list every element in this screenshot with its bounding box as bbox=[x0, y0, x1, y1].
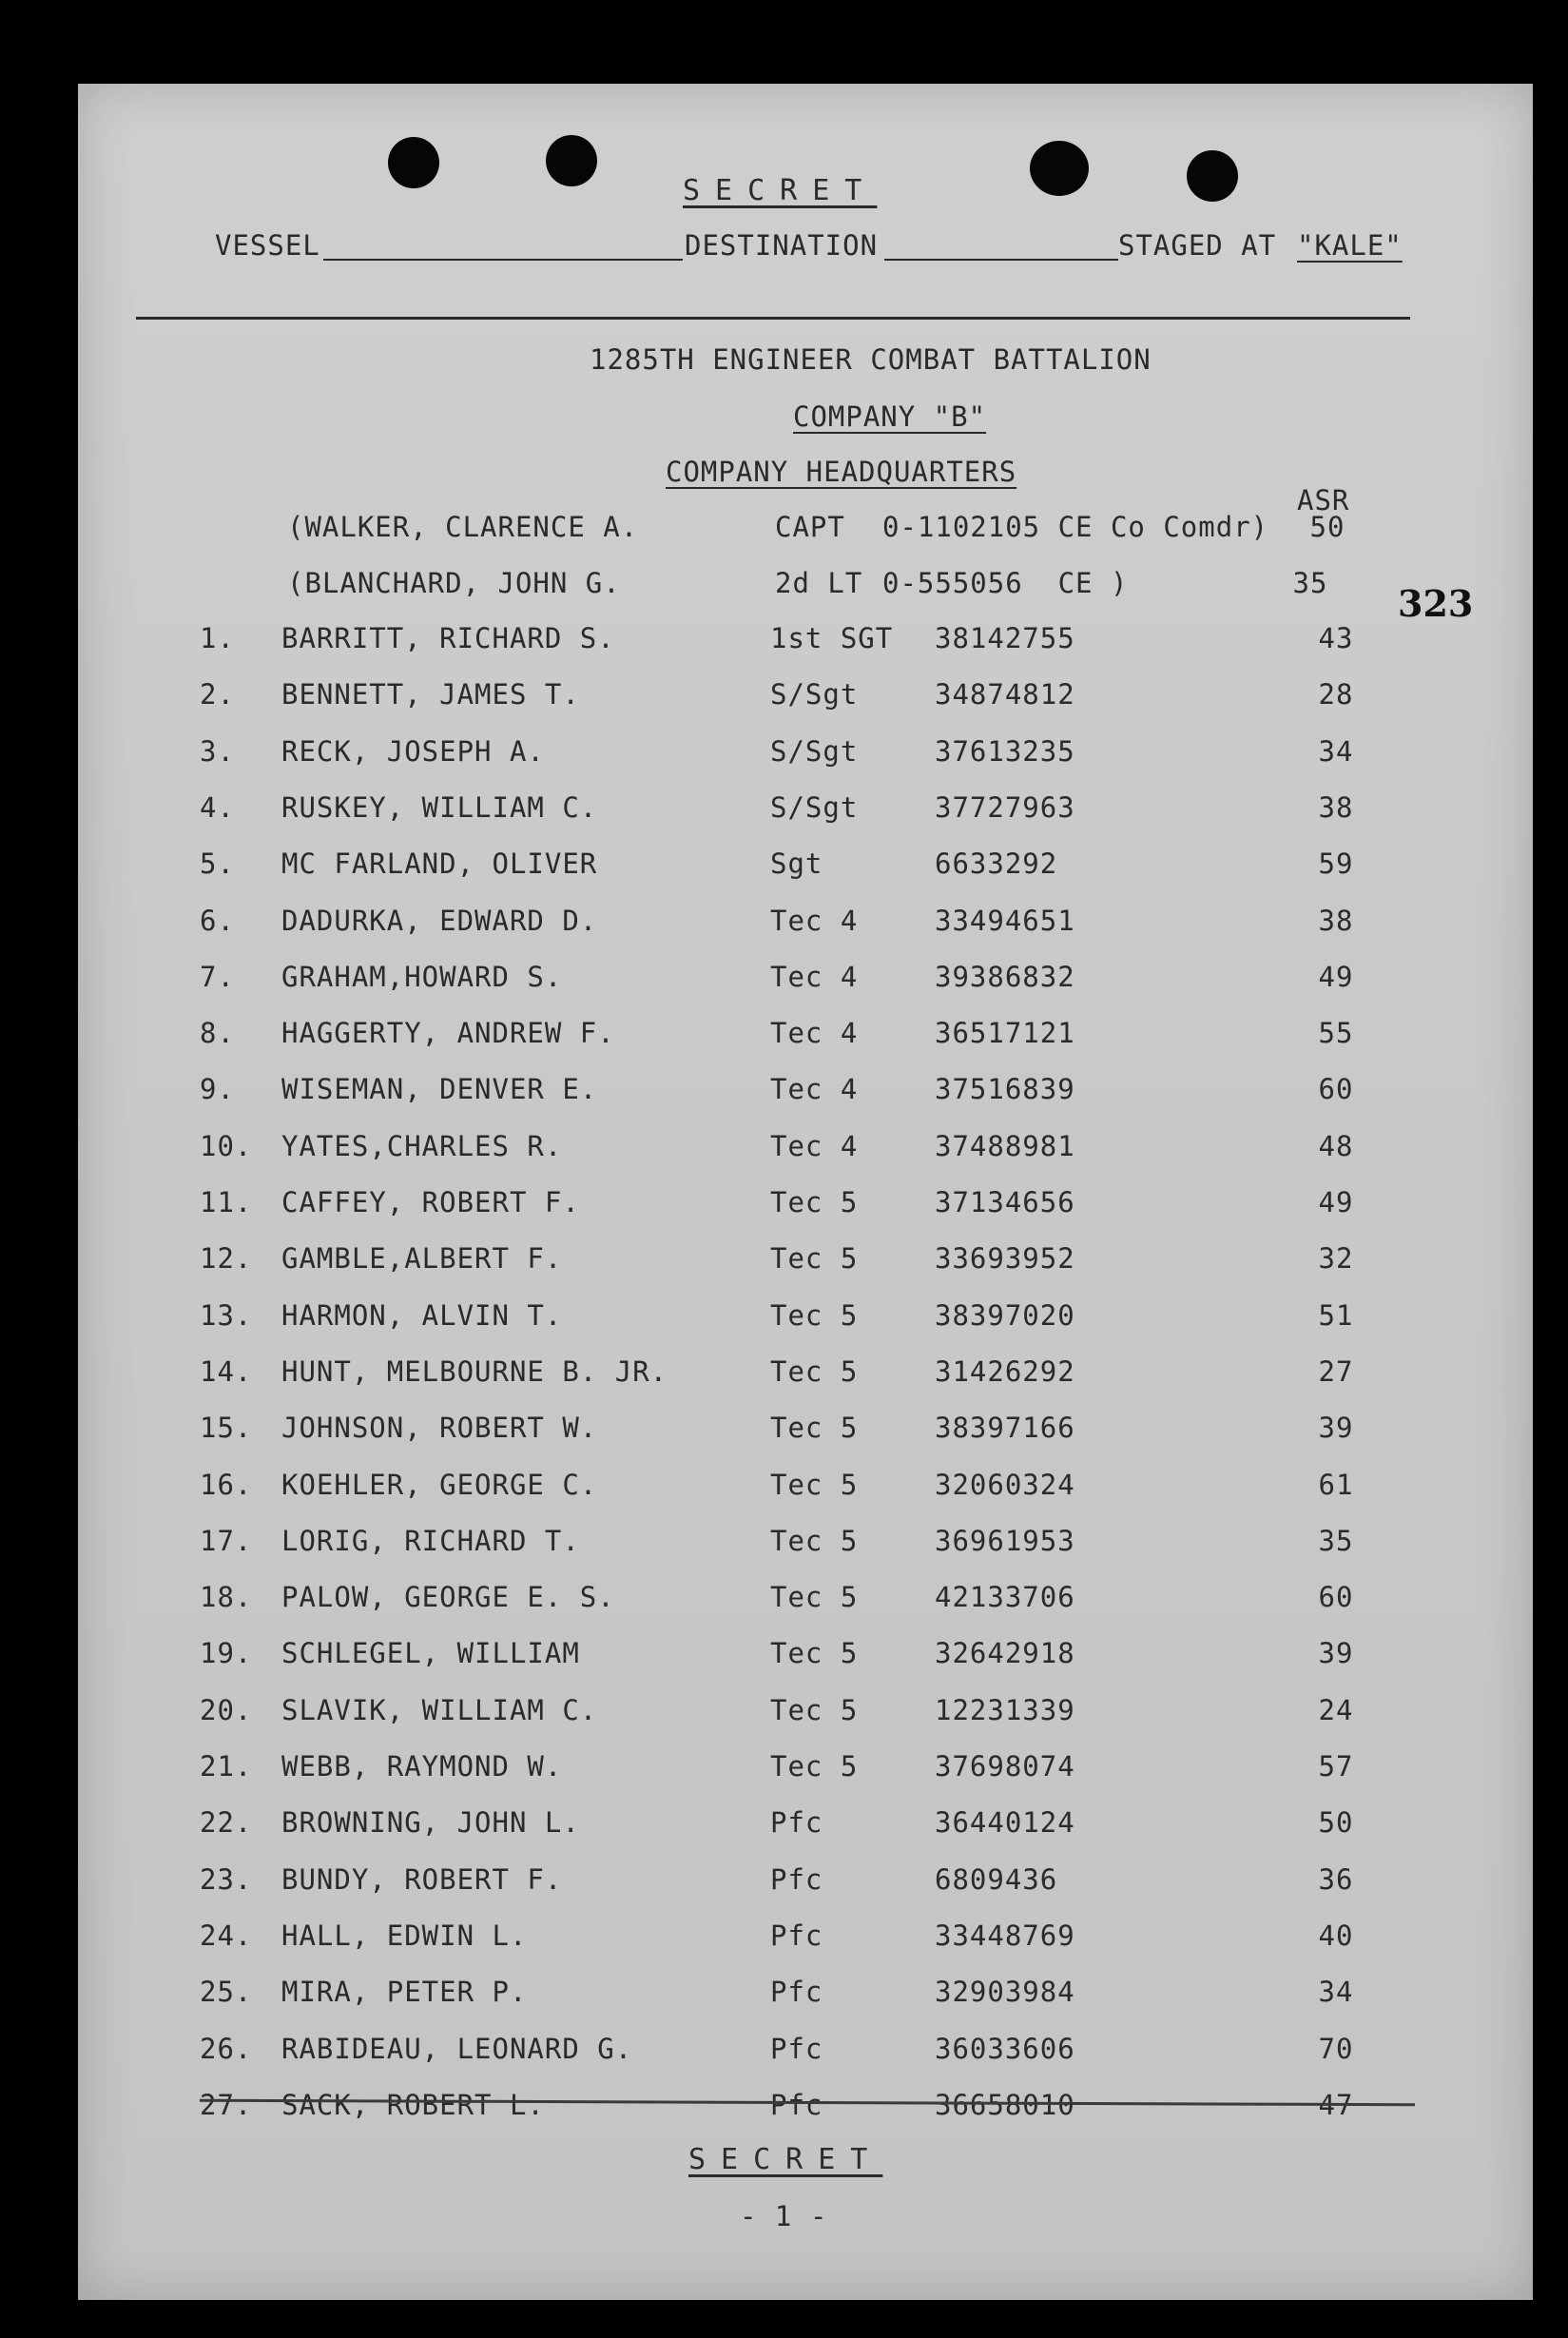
table-row bbox=[0, 678, 1568, 719]
row-name: HARMON, ALVIN T. bbox=[281, 1298, 563, 1332]
row-grade: Tec 5 bbox=[770, 1186, 859, 1218]
row-grade: Tec 5 bbox=[770, 1242, 859, 1276]
row-grade: Tec 5 bbox=[770, 1298, 859, 1332]
row-asr: 34 bbox=[1318, 1976, 1354, 2009]
table-row bbox=[0, 1919, 1568, 1960]
officer-row bbox=[0, 511, 1568, 552]
punch-hole-3 bbox=[1030, 141, 1089, 196]
row-number: 12. bbox=[200, 1242, 253, 1276]
table-row bbox=[0, 1298, 1568, 1340]
table-row bbox=[0, 1017, 1568, 1058]
row-serial: 6633292 bbox=[935, 848, 1058, 881]
row-name: KOEHLER, GEORGE C. bbox=[281, 1468, 598, 1501]
destination-blank bbox=[884, 259, 1118, 261]
row-name: BUNDY, ROBERT F. bbox=[281, 1862, 563, 1896]
table-row bbox=[0, 1129, 1568, 1171]
punch-hole-1 bbox=[388, 137, 439, 188]
row-serial: 37698074 bbox=[935, 1750, 1075, 1783]
row-asr: 51 bbox=[1318, 1298, 1354, 1332]
section-title: COMPANY HEADQUARTERS bbox=[666, 456, 1017, 488]
row-grade: Tec 5 bbox=[770, 1468, 859, 1501]
row-serial: 36961953 bbox=[935, 1524, 1075, 1557]
row-grade: Tec 5 bbox=[770, 1750, 859, 1783]
row-grade: Tec 4 bbox=[770, 904, 859, 937]
table-row bbox=[0, 1414, 1568, 1452]
row-asr: 24 bbox=[1318, 1693, 1354, 1726]
row-serial: 33693952 bbox=[935, 1242, 1075, 1276]
row-serial: 32903984 bbox=[935, 1976, 1075, 2009]
row-number: 7. bbox=[200, 960, 235, 993]
row-grade: S/Sgt bbox=[770, 678, 859, 711]
row-serial: 36033606 bbox=[935, 2032, 1075, 2065]
row-serial: 38397020 bbox=[935, 1298, 1075, 1332]
staged-at-label: STAGED AT bbox=[1118, 229, 1277, 262]
table-row bbox=[0, 1468, 1568, 1510]
table-row bbox=[0, 904, 1568, 945]
row-grade: Sgt bbox=[770, 848, 823, 881]
table-row bbox=[0, 1524, 1568, 1566]
table-row bbox=[0, 1242, 1568, 1283]
row-serial: 37134656 bbox=[935, 1186, 1075, 1218]
row-asr: 36 bbox=[1318, 1862, 1354, 1896]
row-grade: Pfc bbox=[770, 1806, 823, 1840]
row-name: SCHLEGEL, WILLIAM bbox=[281, 1637, 580, 1670]
row-name: HALL, EDWIN L. bbox=[281, 1919, 528, 1952]
row-number: 6. bbox=[200, 904, 235, 937]
row-grade: Pfc bbox=[770, 2032, 823, 2065]
row-asr: 43 bbox=[1318, 622, 1354, 654]
row-serial: 37488981 bbox=[935, 1129, 1075, 1162]
row-asr: 34 bbox=[1318, 734, 1354, 768]
row-serial: 38142755 bbox=[935, 622, 1075, 654]
row-number: 26. bbox=[200, 2032, 253, 2065]
row-number: 11. bbox=[200, 1186, 253, 1218]
row-asr: 40 bbox=[1318, 1919, 1354, 1952]
table-row bbox=[0, 960, 1568, 1002]
row-number: 21. bbox=[200, 1750, 253, 1783]
row-grade: Tec 4 bbox=[770, 1073, 859, 1106]
row-name: WEBB, RAYMOND W. bbox=[281, 1750, 563, 1783]
page-number: - 1 - bbox=[740, 2200, 828, 2232]
row-serial: 6809436 bbox=[935, 1862, 1058, 1896]
row-grade: Pfc bbox=[770, 1862, 823, 1896]
row-serial: 36440124 bbox=[935, 1806, 1075, 1840]
row-grade: Tec 4 bbox=[770, 1017, 859, 1050]
table-row bbox=[0, 1978, 1568, 2017]
secret-heading-bottom: SECRET bbox=[688, 2143, 883, 2176]
officer-row bbox=[0, 567, 1568, 608]
row-name: HAGGERTY, ANDREW F. bbox=[281, 1017, 615, 1050]
row-serial: 33448769 bbox=[935, 1919, 1075, 1952]
row-serial: 36658010 bbox=[935, 2088, 1075, 2121]
staged-at-value: "KALE" bbox=[1297, 229, 1403, 262]
row-asr: 50 bbox=[1318, 1806, 1354, 1840]
row-serial: 38397166 bbox=[935, 1412, 1075, 1445]
page-stamp-number: 323 bbox=[1398, 582, 1474, 625]
asr-header: ASR bbox=[1297, 484, 1350, 516]
table-row bbox=[0, 1073, 1568, 1114]
row-name: WISEMAN, DENVER E. bbox=[281, 1073, 598, 1106]
row-serial: 36517121 bbox=[935, 1017, 1075, 1050]
row-number: 19. bbox=[200, 1637, 253, 1670]
row-serial: 37613235 bbox=[935, 734, 1075, 768]
table-row bbox=[0, 734, 1568, 776]
row-name: HUNT, MELBOURNE B. JR. bbox=[281, 1354, 668, 1388]
row-name: MIRA, PETER P. bbox=[281, 1976, 528, 2009]
row-asr: 38 bbox=[1318, 790, 1354, 824]
row-name: RABIDEAU, LEONARD G. bbox=[281, 2032, 633, 2065]
row-name: RECK, JOSEPH A. bbox=[281, 734, 545, 768]
row-asr: 38 bbox=[1318, 904, 1354, 937]
vessel-label: VESSEL bbox=[215, 229, 320, 262]
table-row bbox=[0, 1806, 1568, 1847]
row-number: 8. bbox=[200, 1017, 235, 1050]
row-name: SLAVIK, WILLIAM C. bbox=[281, 1693, 598, 1726]
row-serial: 42133706 bbox=[935, 1581, 1075, 1614]
row-asr: 35 bbox=[1318, 1524, 1354, 1557]
row-name: RUSKEY, WILLIAM C. bbox=[281, 790, 598, 824]
row-number: 22. bbox=[200, 1806, 253, 1840]
row-name: GRAHAM,HOWARD S. bbox=[281, 960, 563, 993]
row-number: 24. bbox=[200, 1919, 253, 1952]
row-number: 27. bbox=[200, 2088, 253, 2121]
row-number: 9. bbox=[200, 1073, 235, 1106]
row-grade: Pfc bbox=[770, 1919, 823, 1952]
destination-label: DESTINATION bbox=[685, 229, 879, 262]
officer-asr: 35 bbox=[1292, 567, 1328, 599]
row-asr: 61 bbox=[1318, 1468, 1354, 1501]
table-row bbox=[0, 1693, 1568, 1735]
row-grade: Tec 5 bbox=[770, 1412, 859, 1445]
row-number: 15. bbox=[200, 1412, 253, 1445]
officer-serial: 0-555056 CE ) bbox=[882, 567, 1129, 599]
officer-name: (WALKER, CLARENCE A. bbox=[287, 511, 639, 543]
row-serial: 32060324 bbox=[935, 1468, 1075, 1501]
table-row bbox=[0, 1354, 1568, 1396]
row-grade: S/Sgt bbox=[770, 790, 859, 824]
row-asr: 55 bbox=[1318, 1017, 1354, 1050]
row-number: 2. bbox=[200, 678, 235, 711]
row-grade: Tec 5 bbox=[770, 1693, 859, 1726]
table-row bbox=[0, 2032, 1568, 2074]
row-name: BENNETT, JAMES T. bbox=[281, 678, 580, 711]
table-row bbox=[0, 622, 1568, 663]
row-asr: 27 bbox=[1318, 1354, 1354, 1388]
unit-title: 1285TH ENGINEER COMBAT BATTALION bbox=[590, 343, 1152, 376]
row-number: 20. bbox=[200, 1693, 253, 1726]
officer-name: (BLANCHARD, JOHN G. bbox=[287, 567, 621, 599]
row-asr: 48 bbox=[1318, 1129, 1354, 1162]
row-name: BROWNING, JOHN L. bbox=[281, 1806, 580, 1840]
row-name: LORIG, RICHARD T. bbox=[281, 1524, 580, 1557]
row-number: 14. bbox=[200, 1354, 253, 1388]
row-asr: 47 bbox=[1318, 2088, 1354, 2121]
row-grade: Tec 5 bbox=[770, 1354, 859, 1388]
row-number: 23. bbox=[200, 1862, 253, 1896]
row-name: CAFFEY, ROBERT F. bbox=[281, 1186, 580, 1218]
row-number: 1. bbox=[200, 622, 235, 654]
row-number: 18. bbox=[200, 1581, 253, 1614]
row-number: 25. bbox=[200, 1976, 253, 2009]
row-asr: 39 bbox=[1318, 1637, 1354, 1670]
row-grade: Tec 5 bbox=[770, 1637, 859, 1670]
row-number: 10. bbox=[200, 1129, 253, 1162]
punch-hole-2 bbox=[546, 135, 597, 186]
table-row bbox=[0, 850, 1568, 888]
officer-serial: 0-1102105 CE Co Comdr) bbox=[882, 511, 1269, 543]
row-grade: 1st SGT bbox=[770, 622, 894, 654]
row-serial: 32642918 bbox=[935, 1637, 1075, 1670]
row-number: 5. bbox=[200, 848, 235, 881]
row-serial: 39386832 bbox=[935, 960, 1075, 993]
row-name: SACK, ROBERT L. bbox=[281, 2088, 545, 2121]
row-asr: 57 bbox=[1318, 1750, 1354, 1783]
row-asr: 49 bbox=[1318, 1186, 1354, 1218]
row-number: 13. bbox=[200, 1298, 253, 1332]
table-row bbox=[0, 1750, 1568, 1791]
row-grade: Tec 5 bbox=[770, 1524, 859, 1557]
table-row bbox=[0, 1186, 1568, 1227]
row-asr: 28 bbox=[1318, 678, 1354, 711]
row-serial: 12231339 bbox=[935, 1693, 1075, 1726]
row-name: YATES,CHARLES R. bbox=[281, 1129, 563, 1162]
row-number: 17. bbox=[200, 1524, 253, 1557]
table-row bbox=[0, 1862, 1568, 1904]
row-asr: 39 bbox=[1318, 1412, 1354, 1445]
row-serial: 37727963 bbox=[935, 790, 1075, 824]
row-name: PALOW, GEORGE E. S. bbox=[281, 1581, 615, 1614]
row-grade: S/Sgt bbox=[770, 734, 859, 768]
row-number: 4. bbox=[200, 790, 235, 824]
row-asr: 49 bbox=[1318, 960, 1354, 993]
row-grade: Tec 4 bbox=[770, 960, 859, 993]
row-asr: 59 bbox=[1318, 848, 1354, 881]
vessel-blank bbox=[323, 259, 683, 261]
secret-heading-top: SECRET bbox=[683, 174, 878, 207]
table-row bbox=[0, 790, 1568, 832]
officer-grade: CAPT bbox=[775, 511, 845, 543]
row-asr: 32 bbox=[1318, 1242, 1354, 1276]
row-asr: 60 bbox=[1318, 1073, 1354, 1106]
row-grade: Tec 4 bbox=[770, 1129, 859, 1162]
row-serial: 37516839 bbox=[935, 1073, 1075, 1106]
punch-hole-4 bbox=[1187, 150, 1238, 202]
row-asr: 60 bbox=[1318, 1581, 1354, 1614]
header-rule bbox=[136, 317, 1410, 320]
row-name: BARRITT, RICHARD S. bbox=[281, 622, 615, 654]
row-serial: 34874812 bbox=[935, 678, 1075, 711]
company-title: COMPANY "B" bbox=[793, 400, 987, 433]
row-grade: Pfc bbox=[770, 1976, 823, 2009]
row-name: JOHNSON, ROBERT W. bbox=[281, 1412, 598, 1445]
table-row bbox=[0, 2088, 1568, 2130]
row-name: MC FARLAND, OLIVER bbox=[281, 848, 598, 881]
table-row bbox=[0, 1637, 1568, 1678]
row-name: DADURKA, EDWARD D. bbox=[281, 904, 598, 937]
row-grade: Pfc bbox=[770, 2088, 823, 2121]
table-row bbox=[0, 1581, 1568, 1622]
row-grade: Tec 5 bbox=[770, 1581, 859, 1614]
row-number: 3. bbox=[200, 734, 235, 768]
row-serial: 31426292 bbox=[935, 1354, 1075, 1388]
officer-grade: 2d LT bbox=[775, 567, 863, 599]
row-asr: 70 bbox=[1318, 2032, 1354, 2065]
row-name: GAMBLE,ALBERT F. bbox=[281, 1242, 563, 1276]
row-serial: 33494651 bbox=[935, 904, 1075, 937]
row-number: 16. bbox=[200, 1468, 253, 1501]
officer-asr: 50 bbox=[1309, 511, 1345, 543]
